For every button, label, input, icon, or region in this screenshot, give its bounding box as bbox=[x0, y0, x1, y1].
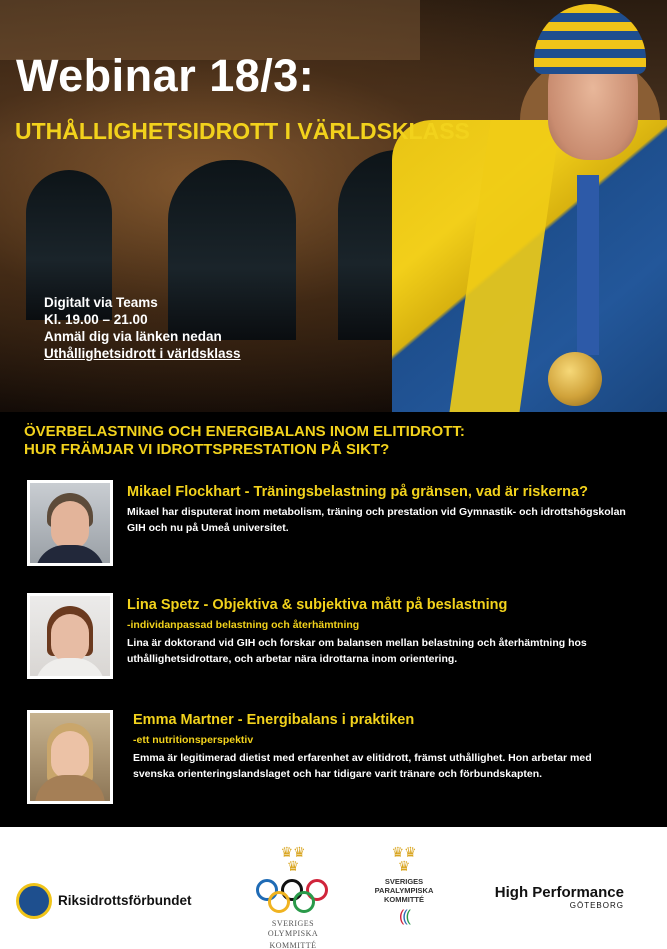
riksidrottsforbundet-logo-icon bbox=[16, 883, 52, 919]
signup-link[interactable]: Uthållighetsidrott i världsklass bbox=[44, 346, 241, 361]
hero-banner bbox=[0, 0, 667, 412]
hp-sub: GÖTEBORG bbox=[569, 901, 624, 910]
three-crowns-icon: ♛♛ ♛ bbox=[280, 844, 306, 874]
event-format: Digitalt via Teams bbox=[44, 295, 158, 310]
event-time: Kl. 19.00 – 21.00 bbox=[44, 312, 148, 327]
spk-line2: PARALYMPISKA bbox=[374, 886, 434, 895]
event-signup: Anmäl dig via länken nedan bbox=[44, 329, 222, 344]
page-subtitle: UTHÅLLIGHETSIDROTT I VÄRLDSKLASS bbox=[15, 118, 470, 144]
section-heading bbox=[24, 423, 644, 459]
sok-line1: SVERIGES OLYMPISKA bbox=[267, 919, 319, 938]
speaker-tag-emma: -ett nutritionsperspektiv bbox=[133, 734, 254, 746]
footer-logos bbox=[0, 827, 667, 949]
gold-medal-icon bbox=[548, 352, 602, 406]
speaker-desc-emma: Emma är legitimerad dietist med erfarenhet av elitidrott, främst uthållighet. Hon arbetar med svenska orienteringslandslaget och har tidigare varit tränare och förbundskapten. bbox=[133, 752, 592, 780]
section-heading-line1: ÖVERBELASTNING OCH ENERGIBALANS INOM ELITIDROTT: bbox=[24, 423, 465, 440]
sok-logo bbox=[248, 845, 338, 949]
athlete-beanie bbox=[534, 4, 646, 74]
event-info bbox=[44, 294, 241, 362]
speaker-photo-emma bbox=[27, 710, 113, 804]
agitos-icon: ((( bbox=[399, 908, 409, 925]
speaker-name-emma: Emma Martner - Energibalans i praktiken bbox=[133, 712, 415, 728]
hp-main: High Performance bbox=[494, 884, 624, 901]
section-heading-line2: HUR FRÄMJAR VI IDROTTSPRESTATION PÅ SIKT? bbox=[24, 441, 390, 458]
speaker-desc-lina: Lina är doktorand vid GIH och forskar om balansen mellan belastning och återhämtning hos uthållighetsidrottare, och arbetar nära idrottarna inom orientering. bbox=[127, 637, 587, 665]
speaker-tag-lina: -individanpassad belastning och återhämtning bbox=[127, 619, 360, 631]
high-performance-logo bbox=[484, 884, 624, 910]
three-crowns-icon: ♛♛ ♛ bbox=[391, 844, 417, 874]
speaker-photo-mikael bbox=[27, 480, 113, 566]
speaker-desc-mikael: Mikael har disputerat inom metabolism, träning och prestation vid Gymnastik- och idrottshögskolan GIH och nu på Umeå universitet. bbox=[127, 506, 626, 534]
olympic-rings-icon bbox=[256, 879, 330, 917]
speaker-photo-lina bbox=[27, 593, 113, 679]
spk-line3: KOMMITTÉ bbox=[384, 895, 424, 904]
spk-logo bbox=[370, 845, 438, 926]
speaker-name-mikael: Mikael Flockhart - Träningsbelastning på gränsen, vad är riskerna? bbox=[127, 484, 588, 500]
sok-line2: KOMMITTÉ bbox=[269, 941, 317, 949]
speaker-name-lina: Lina Spetz - Objektiva & subjektiva mått på beslastning bbox=[127, 597, 508, 613]
page-title: Webinar 18/3: bbox=[16, 50, 315, 101]
riksidrottsforbundet-name: Riksidrottsförbundet bbox=[58, 893, 192, 908]
spk-line1: SVERIGES bbox=[384, 877, 424, 886]
medal-ribbon bbox=[577, 175, 599, 355]
